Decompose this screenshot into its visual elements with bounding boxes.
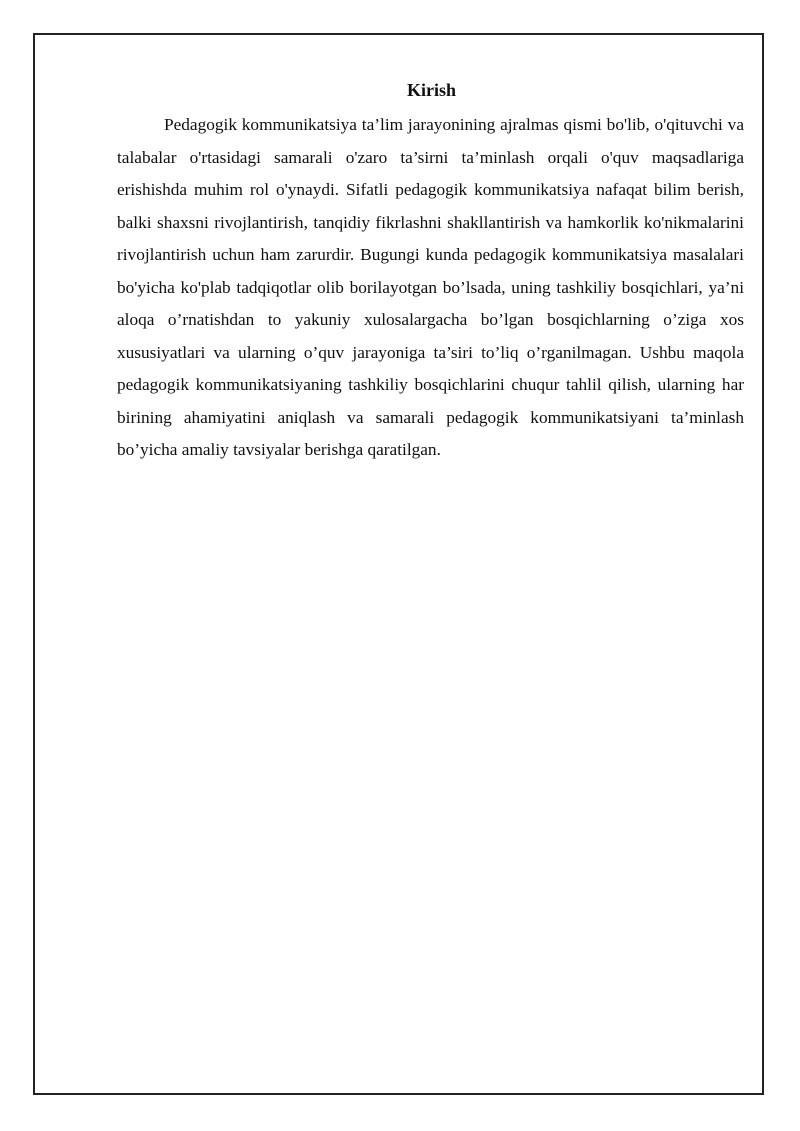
- section-heading: Kirish: [406, 80, 456, 100]
- intro-paragraph: Pedagogik kommunikatsiya ta’lim jarayonining ajralmas qismi bo'lib, o'qituvchi va talabalar o'rtasidagi samarali o'zaro ta’sirni ta’minlash orqali o'quv maqsadlariga erishishda muhim rol o'ynaydi. Sifatli pedagogik kommunikatsiya nafaqat bilim berish, balki shaxsni rivojlantirish, tanqidiy fikrlashni shakllantirish va hamkorlik ko'nikmalarini rivojlantirish uchun ham zarurdir. Bugungi kunda pedagogik kommunikatsiya masalalari bo'yicha ko'plab tadqiqotlar olib borilayotgan bo’lsada, uning tashkiliy bosqichlari, ya’ni aloqa o’rnatishdan to yakuniy xulosalargacha bo’lgan bosqichlarning o’ziga xos xususiyatlari va ularning o’quv jarayoniga ta’siri to’liq o’rganilmagan. Ushbu maqola pedagogik kommunikatsiyaning tashkiliy bosqichlarini chuqur tahlil qilish, ularning har birining ahamiyatini aniqlash va samarali pedagogik kommunikatsiyani ta’minlash bo’yicha amaliy tavsiyalar berishga qaratilgan.: [117, 115, 744, 459]
- page-frame: [33, 33, 764, 1095]
- document-content: [117, 79, 744, 467]
